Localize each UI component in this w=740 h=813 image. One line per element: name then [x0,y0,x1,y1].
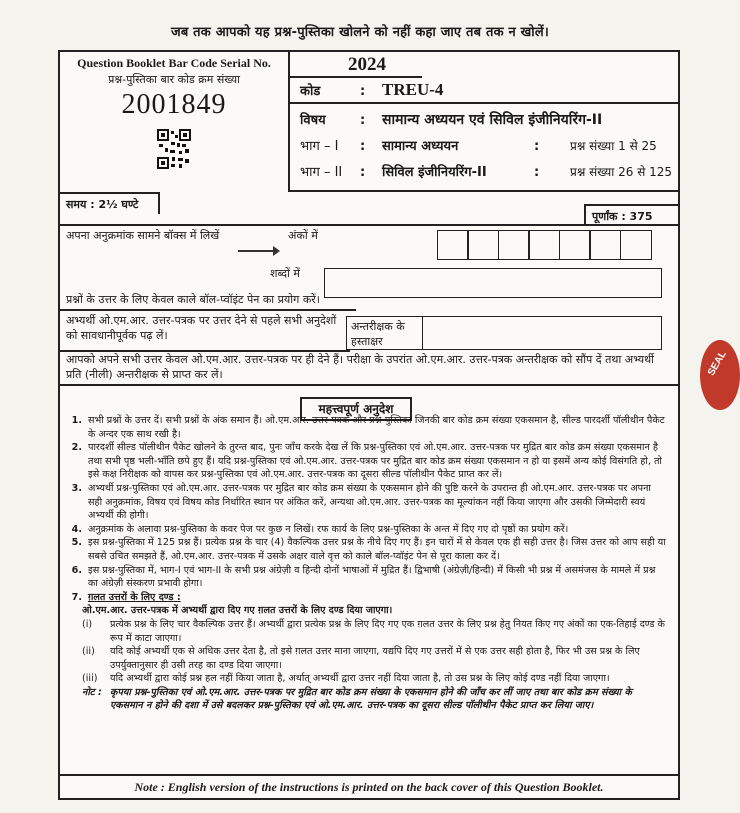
instruction-number: 4. [71,523,82,535]
instruction-number: 3. [71,482,82,494]
sep: : [534,165,540,180]
roll-digit-box[interactable] [498,230,530,260]
penalty-text: प्रत्येक प्रश्न के लिए चार वैकल्पिक उत्तर हैं। अभ्यर्थी द्वारा प्रत्येक प्रश्न के लिए दिए गए एक ग़लत उत्तर के लिए प्रश्न हेतु नियत किए गए अंकों का एक-तिहाई दण्ड के रूप में काटा जाएगा। [110,618,665,644]
divider [60,224,678,226]
instruction-number: 1. [71,415,82,426]
invigilator-signature-label: अन्तरीक्षक के हस्ताक्षर [347,317,423,349]
qr-code-icon [157,129,191,169]
roll-words-label: शब्दों में [270,267,300,280]
instruction-number: 7. [71,591,82,603]
instruction-text: अभ्यर्थी प्रश्न-पुस्तिका एवं ओ.एम.आर. उत्तर-पत्रक पर मुद्रित बार कोड क्रम संख्या के एकसमान होने की पुष्टि करने के उपरान्त ही ओ.एम.आर. उत्तर-पत्रक पर अपना सही अनुक्रमांक, विषय एवं विषय कोड निर्धारित स्थान पर अंकित करें, अन्यथा ओ.एम.आर. उत्तर-पत्रक का मूल्यांकन नहीं किया जाएगा और उसकी जिम्मेदारी स्वयं अभ्यर्थी की होगी। [88,482,651,522]
sep: : [360,139,366,154]
invigilator-signature-box[interactable] [346,316,662,350]
arrow-right-icon [238,250,278,252]
part2-range: प्रश्न संख्या 26 से 125 [570,165,673,179]
penalty-text: यदि अभ्यर्थी द्वारा कोई प्रश्न हल नहीं किया जाता है, अर्थात् अभ्यर्थी द्वारा उत्तर नहीं दिया जाता है, तो उस प्रश्न के लिए कोई दण्ड नहीं दिया जाएगा। [110,673,610,685]
roll-words-field[interactable] [324,268,662,298]
part1-range: प्रश्न संख्या 1 से 25 [570,139,657,153]
roll-digits-label: अंकों में [288,229,318,242]
roll-digit-box[interactable] [528,230,560,260]
subject-row [300,110,602,129]
sep: : [360,113,366,128]
divider [60,309,356,311]
roll-digit-box[interactable] [620,230,652,260]
seal-text: SEAL [705,349,729,378]
penalty-text: यदि कोई अभ्यर्थी एक से अधिक उत्तर देता है, तो इसे ग़लत उत्तर माना जाएगा, यद्यपि दिए गए उत्तरों में से एक उत्तर सही होता है, फिर भी उस प्रश्न के लिए उपर्युक्तानुसार ही उसी तरह का दण्ड दिया जाएगा। [110,646,640,671]
instruction-item [60,591,678,605]
part2-value: सिविल इंजीनियरिंग-II [382,165,487,180]
instruction-item [60,414,678,441]
part1-label: भाग – I [300,139,339,154]
penalty-number: (iii) [82,673,98,685]
subject-label: विषय [300,113,326,128]
roll-number-boxes[interactable] [438,230,652,260]
instruction-text: अनुक्रमांक के अलावा प्रश्न-पुस्तिका के कवर पेज पर कुछ न लिखें। रफ कार्य के लिए प्रश्न-पुस्तिका के अन्त में दिए गए दो पृष्ठों का प्रयोग करें। [88,523,569,535]
part1-row [300,136,657,154]
roll-digit-box[interactable] [559,230,591,260]
instruction-item [60,536,678,563]
barcode-label-en: Question Booklet Bar Code Serial No. [77,56,271,70]
exam-year: 2024 [348,54,386,75]
subject-value: सामान्य अध्ययन एवं सिविल इंजीनियरिंग-II [382,112,603,128]
sep: : [360,84,366,99]
code-label: कोड [300,84,321,99]
penalty-item [60,645,678,672]
divider [288,102,678,104]
part1-value: सामान्य अध्ययन [382,139,459,154]
total-marks: पूर्णांक : 375 [584,204,678,226]
instructions-list [60,414,678,713]
barcode-panel [60,52,290,192]
penalty-text: कृपया प्रश्न-पुस्तिका एवं ओ.एम.आर. उत्तर-पत्रक पर मुद्रित बार कोड क्रम संख्या के एकसमान होने की जाँच कर लीं जाए तथा बार कोड क्रम संख्या के एकसमान न होने की दशा में उसे बदलकर प्रश्न-पुस्तिका एवं ओ.एम.आर. उत्तर-पत्रक का दूसरा सील्ड पॉलीथीन पैकेट प्राप्त कर लिया जाए। [110,686,632,712]
pen-instruction: प्रश्नों के उत्तर के लिए केवल काले बॉल-प्वॉइंट पेन का प्रयोग करें। [66,293,320,306]
instruction-item [60,441,678,482]
penalty-number: (i) [82,618,93,630]
instruction-text: इस प्रश्न-पुस्तिका में 125 प्रश्न हैं। प्रत्येक प्रश्न के चार (4) वैकल्पिक उत्तर प्रश्न के नीचे दिए गए हैं। इन चारों में से केवल एक ही सही उत्तर है। जिस उत्तर को आप सही या सबसे उचित समझते हैं, ओ.एम.आर. उत्तर-पत्रक में उसके अक्षर वाले वृत्त को काले बॉल-प्वॉइंट पेन से पूरा काला कर दें। [88,537,666,562]
top-notice: जब तक आपको यह प्रश्न-पुस्तिका खोलने को नहीं कहा जाए तब तक न खोलें। [170,25,550,40]
divider [288,190,678,192]
barcode-label-hi: प्रश्न-पुस्तिका बार कोड क्रम संख्या [108,73,240,86]
divider [60,384,678,386]
penalty-intro: ओ.एम.आर. उत्तर-पत्रक में अभ्यर्थी द्वारा दिए गए ग़लत उत्तरों के लिए दण्ड दिया जाएगा। [82,605,393,617]
instruction-number: 5. [71,537,82,549]
code-row [300,80,443,100]
roll-digit-box[interactable] [589,230,621,260]
sep: : [360,165,366,180]
exam-duration: समय : 2½ घण्टे [60,192,160,214]
instruction-number: 2. [71,442,82,454]
instructions-title: महत्त्वपूर्ण अनुदेश [300,397,412,421]
instruction-text: पारदर्शी सील्ड पॉलीथीन पैकेट खोलने के तुरन्त बाद, पुनः जाँच करके देख लें कि प्रश्न-पुस्तिका एवं ओ.एम.आर. उत्तर-पत्रक पर मुद्रित बार कोड क्रम संख्या एकसमान है तथा सभी पृष्ठ भली-भाँति छपे हुए हैं। यदि प्रश्न-पुस्तिका एवं ओ.एम.आर. उत्तर-पत्रक पर मुद्रित बार कोड क्रम संख्या एकसमान न हो या इसमें अन्य कोई विसंगति हो, तो इसे कक्ष निरीक्षक को वापस कर प्रश्न-पुस्तिका एवं ओ.एम.आर. उत्तर-पत्रक का दूसरा सील्ड पॉलीथीन पैकेट प्राप्त कर लें। [88,442,662,481]
roll-digit-box[interactable] [467,230,499,260]
seal-sticker [700,340,740,410]
instruction-item [60,482,678,523]
part2-label: भाग – II [300,165,343,180]
penalty-number: (ii) [82,646,95,658]
roll-prompt: अपना अनुक्रमांक सामने बॉक्स में लिखें [66,229,220,242]
divider [288,76,422,78]
footer-note: Note : English version of the instructions is printed on the back cover of this Question Booklet. [60,774,678,800]
instruction-number: 6. [71,564,82,576]
booklet-cover [58,50,680,800]
code-value: TREU-4 [382,80,444,99]
instruction-text: सभी प्रश्नों के उत्तर दें। सभी प्रश्नों के अंक समान हैं। ओ.एम.आर. उत्तर-पत्रक और प्रश्न-पुस्तिका जिनकी बार कोड क्रम संख्या एकसमान है, सील्ड पारदर्शी पॉलीथीन पैकेट के अन्दर एक साथ रखी है। [88,415,665,440]
submission-instruction: आपको अपने सभी उत्तर केवल ओ.एम.आर. उत्तर-पत्रक पर ही देने हैं। परीक्षा के उपरांत ओ.एम.आर. उत्तर-पत्रक अन्तरीक्षक को सौंप दें तथा अभ्यर्थी प्रति (नीली) अन्तरीक्षक से प्राप्त कर लें। [66,353,655,381]
instruction-item [60,523,678,537]
roll-digit-box[interactable] [437,230,469,260]
instruction-text: ग़लत उत्तरों के लिए दण्ड : [88,591,181,603]
omr-instruction: अभ्यर्थी ओ.एम.आर. उत्तर-पत्रक पर उत्तर देने से पहले सभी अनुदेशों को सावधानीपूर्वक पढ़ लें। [66,314,337,342]
instruction-text: इस प्रश्न-पुस्तिका में, भाग-I एवं भाग-II के सभी प्रश्न अंग्रेज़ी व हिन्दी दोनों भाषाओं में मुद्रित हैं। द्विभाषी (अंग्रेज़ी/हिन्दी) में किसी भी प्रश्न में असमंजस के मामले में प्रश्न का अंग्रेज़ी संस्करण प्रभावी होगा। [88,564,656,590]
penalty-item [60,618,678,645]
penalty-number: नोट : [82,686,102,698]
barcode-number: 2001849 [121,89,227,120]
penalty-item [60,686,678,713]
penalty-item [60,672,678,686]
instruction-item [60,564,678,591]
sep: : [534,139,540,154]
part2-row [300,162,672,180]
